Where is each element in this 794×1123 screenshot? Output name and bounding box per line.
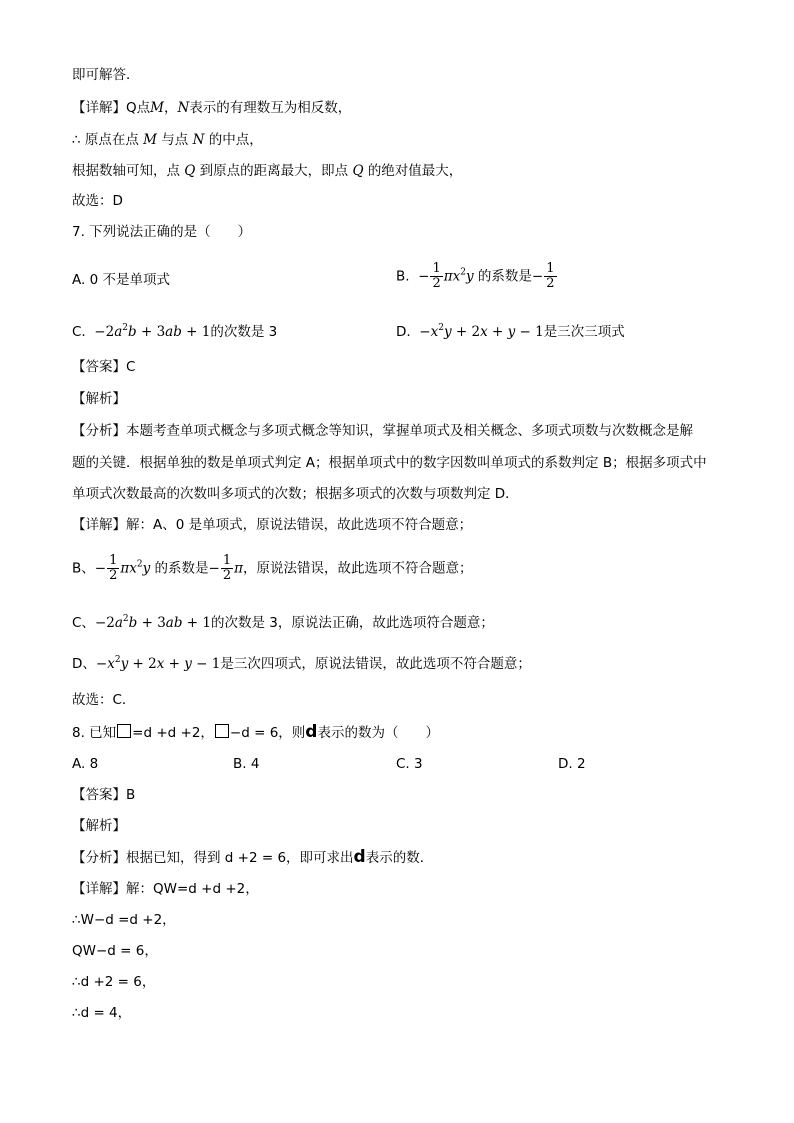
- option-8b: B. 4: [233, 756, 260, 772]
- option-8c: C. 3: [396, 756, 423, 772]
- text-line: ∴W−d =d +2，: [72, 912, 176, 928]
- option-7b: B. − $\frac{1}{2}$ $\pi x^2y$ 的系数是− $\frac{1}{2}$: [396, 261, 555, 291]
- text-line: QW−d = 6，: [72, 943, 158, 959]
- text-line: ∴ 原点在点 M 与点 N 的中点，: [72, 132, 263, 148]
- answer-7: 【答案】C: [72, 359, 136, 375]
- analysis-heading-8: 【解析】: [72, 818, 126, 834]
- text-line: 【分析】本题考查单项式概念与多项式概念等知识，掌握单项式及相关概念、多项式项数与次数概念是解: [72, 423, 693, 439]
- text-line: B、− $\frac{1}{2}$ $\pi x^2y$ 的系数是− $\frac{1}{2}$ π，原说法错误，故此选项不符合题意；: [72, 553, 473, 583]
- option-8a: A. 8: [72, 756, 99, 772]
- text-line: D、$-x^2y + 2x + y - 1$是三次四项式，原说法错误，故此选项不符合题意；: [72, 655, 531, 672]
- text-line: ∴d = 4，: [72, 1005, 132, 1021]
- text-line: 【详解】Q点M，N表示的有理数互为相反数，: [72, 100, 352, 116]
- text-line: 【详解】解：QW=d +d +2，: [72, 881, 259, 897]
- option-7c: C. $-2a^2b + 3ab + 1$的次数是 3: [72, 323, 278, 340]
- text-line: 故选：C．: [72, 692, 136, 708]
- text-line: 即可解答．: [72, 67, 140, 83]
- text-line: 题的关键．根据单独的数是单项式判定 A；根据单项式中的数字因数叫单项式的系数判定 B；根据多项式中: [72, 455, 707, 471]
- text-line: ∴d +2 = 6，: [72, 974, 156, 990]
- text-line: C、$-2a^2b + 3ab + 1$的次数是 3，原说法正确，故此选项符合题意；: [72, 614, 494, 631]
- answer-8: 【答案】B: [72, 787, 136, 803]
- option-7a: A. 0 不是单项式: [72, 272, 170, 288]
- text-line: 单项式次数最高的次数叫多项式的次数；根据多项式的次数与项数判定 D．: [72, 486, 519, 502]
- analysis-heading-7: 【解析】: [72, 391, 126, 407]
- text-line: 【详解】解：A、0 是单项式，原说法错误，故此选项不符合题意；: [72, 517, 473, 533]
- square-symbol: [215, 724, 229, 738]
- option-7d: D. $-x^2y + 2x + y - 1$是三次三项式: [396, 323, 625, 340]
- square-symbol: [117, 724, 131, 738]
- text-line: 根据数轴可知，点 Q 到原点的距离最大，即点 Q 的绝对值最大，: [72, 163, 463, 179]
- question-8: 8. 已知 =d +d +2， −d = 6，则d表示的数为（ ）: [72, 722, 439, 742]
- text-line: 故选：D: [72, 193, 123, 209]
- text-line: 【分析】根据已知，得到 d +2 = 6，即可求出d表示的数．: [72, 847, 434, 867]
- option-8d: D. 2: [558, 756, 586, 772]
- question-7: 7. 下列说法正确的是（ ）: [72, 224, 252, 240]
